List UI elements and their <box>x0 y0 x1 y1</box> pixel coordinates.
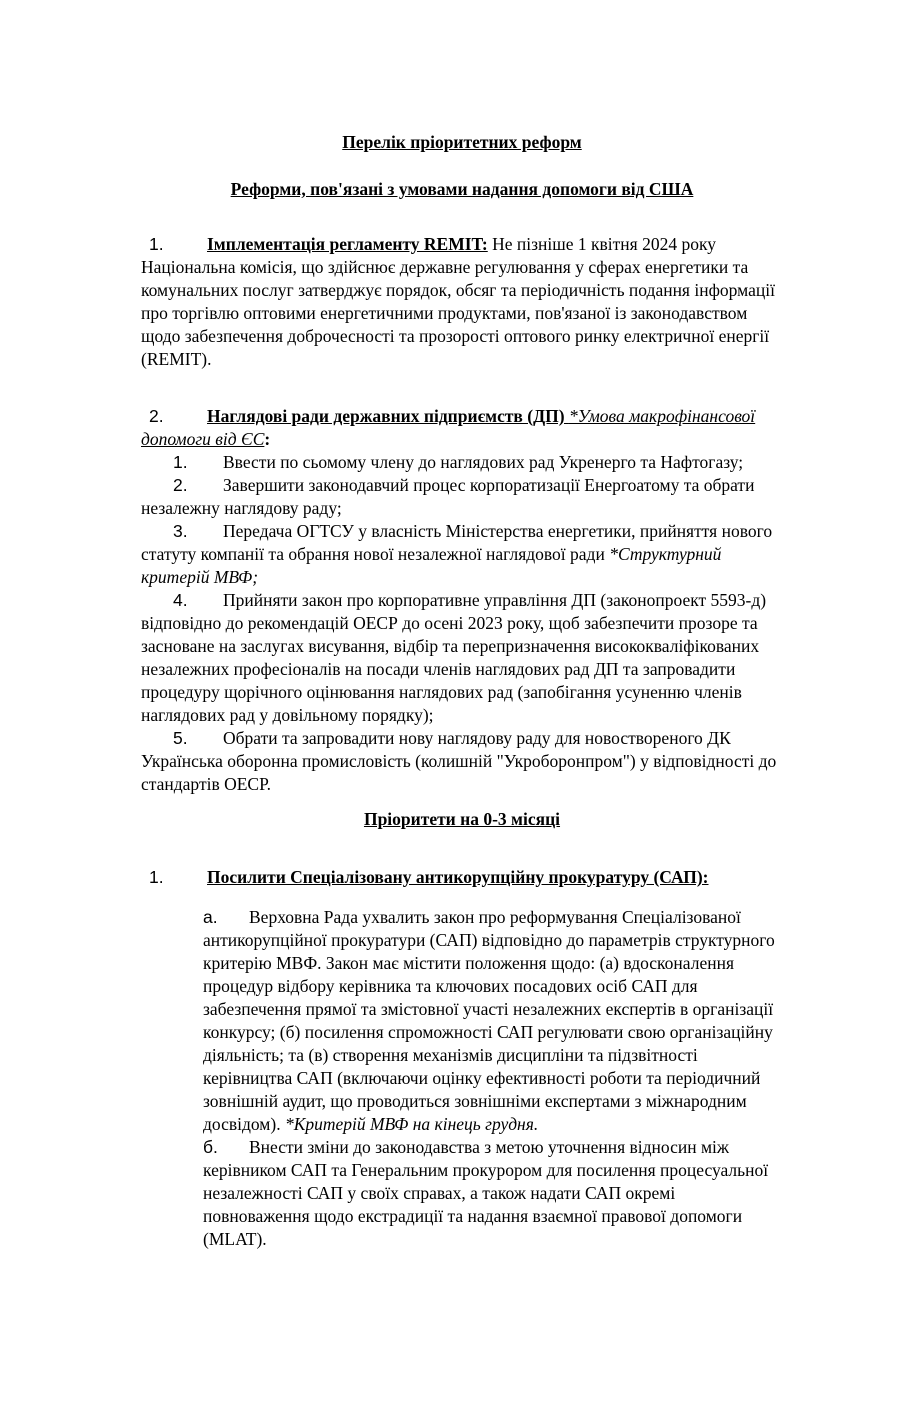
sub-item-text: Завершити законодавчий процес корпоратизації Енергоатому та обрати незалежну наглядову раду; <box>141 475 755 518</box>
list-item-sap <box>141 866 783 889</box>
boards-sub-item-4 <box>141 589 783 727</box>
remit-label: Імплементація регламенту REMIT: <box>207 234 488 254</box>
sub-item-number: 3. <box>173 521 188 541</box>
boards-number: 2. <box>149 406 164 426</box>
doc-title <box>141 131 783 154</box>
boards-label-colon: : <box>264 429 271 449</box>
doc-title-text: Перелік пріоритетних реформ <box>342 132 582 152</box>
boards-sub-item-3 <box>141 520 783 589</box>
list-item-remit <box>141 233 783 371</box>
sub-item-number: 5. <box>173 728 188 748</box>
sub-item-text: Верховна Рада ухвалить закон про реформування Спеціалізованої антикорупційної прокуратури (САП) відповідно до параметрів структурного критерію МВФ. Закон має містити положення щодо: (а) вдосконалення процедур відбору керівника та ключових посадових осіб САП для забезпечення прямої та змістовної участі незалежних експертів в організації конкурсу; (б) посилення спроможності САП регулювати свою організаційну діяльність; та (в) створення механізмів дисципліни та підзвітності керівництва САП (включаючи оцінку ефективності роботи та періодичний зовнішній аудит, що проводиться зовнішніми експертами з міжнародним досвідом). <box>203 907 775 1134</box>
sub-item-note: *Критерій МВФ на кінець грудня. <box>284 1114 539 1134</box>
section-heading-priorities <box>141 808 783 831</box>
doc-subtitle <box>141 178 783 201</box>
boards-label: Наглядові ради державних підприємств (ДП) <box>207 406 569 426</box>
sap-number: 1. <box>149 867 164 887</box>
sap-sub-item-a <box>203 906 783 1136</box>
sub-item-text: Передача ОГТСУ у власність Міністерства енергетики, прийняття нового статуту компанії та обрання нової незалежної наглядової ради <box>141 521 773 564</box>
sub-item-text: Прийняти закон про корпоративне управління ДП (законопроект 5593-д) відповідно до рекомендацій ОЕСР до осені 2023 року, щоб забезпечити прозоре та засноване на заслугах висування, відбір та перепризначення висококваліфікованих незалежних професіоналів на посади членів наглядових рад ДП та запровадити процедуру щорічного оцінювання наглядових рад (запобігання усуненню членів наглядових рад у довільному порядку); <box>141 590 767 725</box>
boards-sub-item-1 <box>141 451 783 474</box>
boards-sub-item-5 <box>141 727 783 796</box>
remit-text: Не пізніше 1 квітня 2024 року Національна комісія, що здійснює державне регулювання у сферах енергетики та комунальних послуг затверджує порядок, обсяг та періодичність подання інформації про торгівлю оптовими енергетичними продуктами, пов'язаної із законодавством щодо забезпечення доброчесності та прозорості оптового ринку електричної енергії (REMIT). <box>141 234 775 369</box>
sub-item-number: 2. <box>173 475 188 495</box>
boards-label-note: *Умова макрофінансової допомоги від ЄС <box>141 406 756 449</box>
sub-item-note: *Структурний критерій МВФ; <box>141 544 722 587</box>
sap-sub-item-b <box>203 1136 783 1251</box>
doc-subtitle-text: Реформи, пов'язані з умовами надання допомоги від США <box>230 179 694 199</box>
sap-label: Посилити Спеціалізовану антикорупційну прокуратуру (САП): <box>207 867 709 887</box>
sub-item-letter: б. <box>203 1137 218 1157</box>
remit-number: 1. <box>149 234 164 254</box>
sub-item-text: Обрати та запровадити нову наглядову раду для новоствореного ДК Українська оборонна промисловість (колишній "Укроборонпром") у відповідності до стандартів ОЕСР. <box>141 728 777 794</box>
sub-item-letter: а. <box>203 907 218 927</box>
list-item-supervisory-boards <box>141 405 783 451</box>
priorities-heading-text: Пріоритети на 0-3 місяці <box>363 809 561 829</box>
sub-item-number: 4. <box>173 590 188 610</box>
sub-item-text: Внести зміни до законодавства з метою уточнення відносин між керівником САП та Генеральним прокурором для посилення процесуальної незалежності САП у своїх справах, а також надати САП окремі повноваження щодо екстрадиції та надання взаємної правової допомоги (MLAT). <box>203 1137 769 1249</box>
sub-item-text: Ввести по сьомому члену до наглядових рад Укренерго та Нафтогазу; <box>223 452 744 472</box>
sub-item-number: 1. <box>173 452 188 472</box>
document-page <box>141 131 783 1251</box>
boards-sub-item-2 <box>141 474 783 520</box>
